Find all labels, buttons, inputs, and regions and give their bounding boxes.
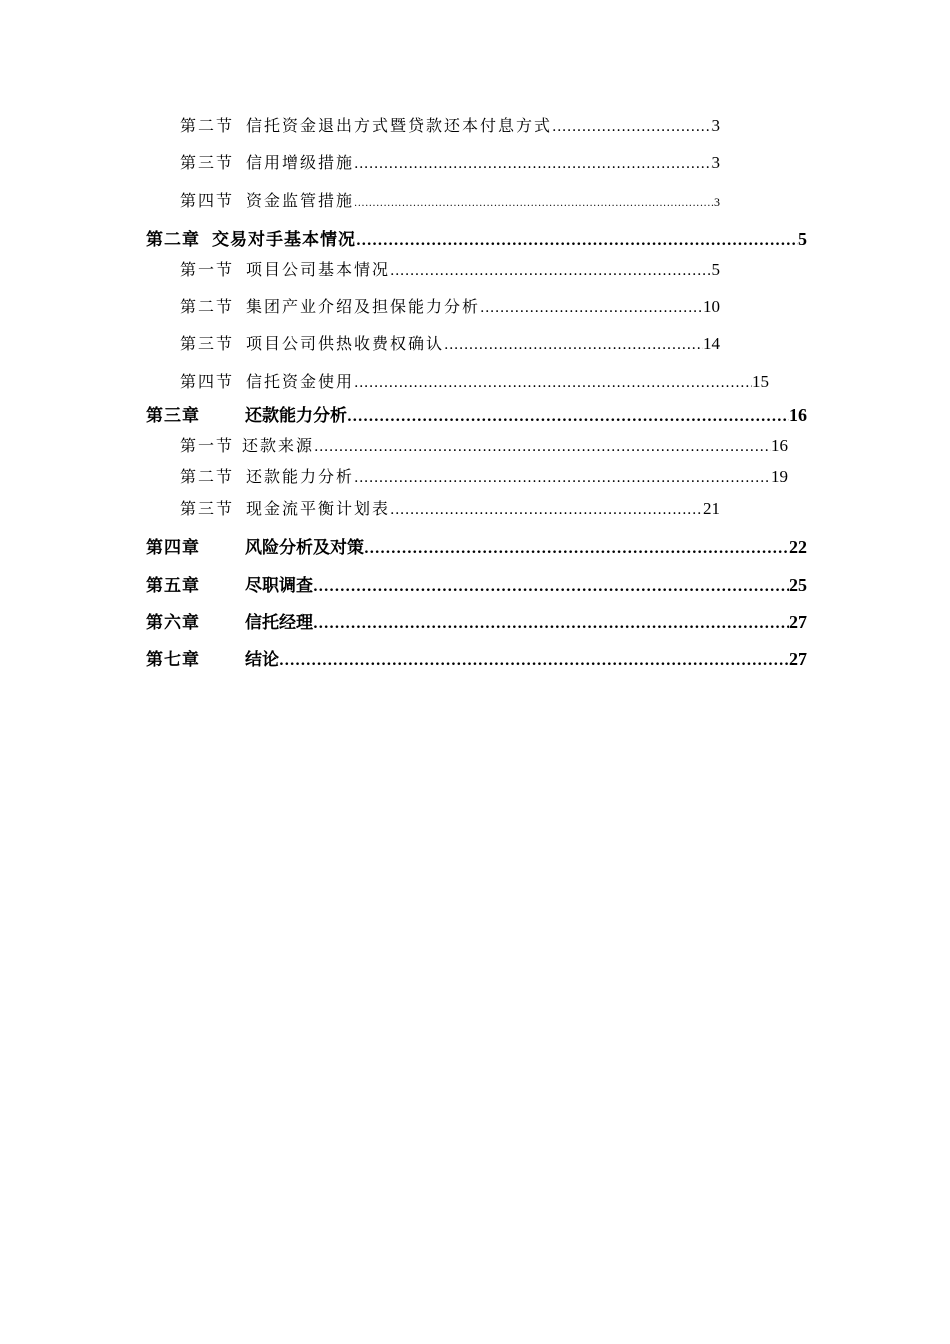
toc-entry-label: 第四章	[146, 538, 200, 558]
toc-entry-page: 25	[789, 575, 807, 595]
toc-leader-dots	[354, 156, 711, 172]
toc-entry-page: 3	[714, 195, 720, 209]
toc-entry-label: 第一节	[180, 436, 235, 455]
toc-leader-dots	[313, 616, 789, 632]
toc-entry-title: 项目公司供热收费权确认	[246, 334, 445, 353]
toc-entry-label: 第六章	[146, 613, 200, 633]
toc-entry-page: 27	[789, 649, 807, 669]
toc-entry-title: 项目公司基本情况	[246, 260, 391, 279]
toc-entry[interactable]	[180, 188, 720, 211]
toc-entry-page: 14	[703, 334, 720, 353]
toc-entry[interactable]	[180, 257, 720, 280]
toc-leader-dots	[354, 470, 771, 486]
toc-entry-label: 第二节	[180, 297, 235, 316]
toc-entry-label: 第二节	[180, 116, 235, 135]
toc-entry-title: 交易对手基本情况	[212, 230, 356, 250]
toc-leader-dots	[364, 541, 789, 557]
toc-leader-dots	[354, 375, 752, 391]
toc-entry-label: 第四节	[180, 191, 235, 210]
toc-entry[interactable]	[146, 571, 807, 596]
toc-entry-title: 资金监管措施	[246, 191, 355, 210]
toc-entry-title: 信用增级措施	[246, 153, 355, 172]
toc-entry[interactable]	[180, 150, 720, 173]
toc-entry-title: 现金流平衡计划表	[246, 499, 391, 518]
toc-entry[interactable]	[180, 369, 769, 392]
toc-entry-page: 5	[798, 229, 807, 249]
toc-entry-label: 第二节	[180, 467, 235, 486]
toc-entry-title: 还款来源	[242, 436, 315, 455]
toc-leader-dots	[279, 653, 789, 669]
toc-leader-dots	[347, 409, 789, 425]
toc-entry[interactable]	[180, 464, 788, 487]
toc-entry[interactable]	[146, 608, 807, 633]
toc-entry-page: 21	[703, 499, 720, 518]
toc-entry-label: 第二章	[146, 230, 200, 250]
toc-entry-page: 16	[771, 436, 788, 455]
toc-leader-dots	[390, 263, 711, 279]
toc-leader-dots	[356, 233, 798, 249]
toc-leader-dots	[313, 579, 789, 595]
toc-entry[interactable]	[146, 401, 807, 426]
toc-entry-page: 16	[789, 405, 807, 425]
toc-entry-page: 19	[771, 467, 788, 486]
toc-entry-title: 还款能力分析	[245, 406, 347, 426]
toc-entry-label: 第三节	[180, 153, 235, 172]
toc-entry-title: 风险分析及对策	[245, 538, 364, 558]
toc-entry[interactable]	[146, 645, 807, 670]
toc-entry[interactable]	[180, 331, 720, 354]
toc-leader-dots	[444, 337, 703, 353]
toc-leader-dots	[354, 198, 714, 209]
toc-entry[interactable]	[146, 533, 807, 558]
toc-entry-page: 15	[752, 372, 769, 391]
toc-entry-page: 3	[711, 153, 720, 172]
toc-entry[interactable]	[180, 294, 720, 317]
toc-entry-page: 3	[711, 116, 720, 135]
toc-entry-title: 信托资金退出方式暨贷款还本付息方式	[246, 116, 553, 135]
toc-entry-title: 结论	[245, 650, 279, 670]
toc-entry-title: 尽职调查	[245, 576, 313, 596]
toc-entry-label: 第七章	[146, 650, 200, 670]
toc-entry-page: 22	[789, 537, 807, 557]
toc-entry-page: 27	[789, 612, 807, 632]
toc-entry-label: 第三章	[146, 406, 200, 426]
toc-entry[interactable]	[180, 433, 788, 456]
toc-entry-title: 还款能力分析	[246, 467, 355, 486]
toc-leader-dots	[480, 300, 703, 316]
toc-entry-title: 集团产业介绍及担保能力分析	[246, 297, 481, 316]
toc-leader-dots	[552, 119, 711, 135]
toc-entry-label: 第一节	[180, 260, 235, 279]
toc-entry-title: 信托经理	[245, 613, 313, 633]
toc-entry-label: 第四节	[180, 372, 235, 391]
toc-entry[interactable]	[180, 113, 720, 136]
toc-entry-label: 第三节	[180, 499, 235, 518]
toc-entry-label: 第五章	[146, 576, 200, 596]
toc-entry[interactable]	[146, 225, 807, 250]
toc-leader-dots	[390, 502, 703, 518]
toc-entry-label: 第三节	[180, 334, 235, 353]
toc-entry-page: 5	[711, 260, 720, 279]
toc-entry[interactable]	[180, 496, 720, 519]
toc-entry-page: 10	[703, 297, 720, 316]
toc-entry-title: 信托资金使用	[246, 372, 355, 391]
toc-leader-dots	[314, 439, 771, 455]
